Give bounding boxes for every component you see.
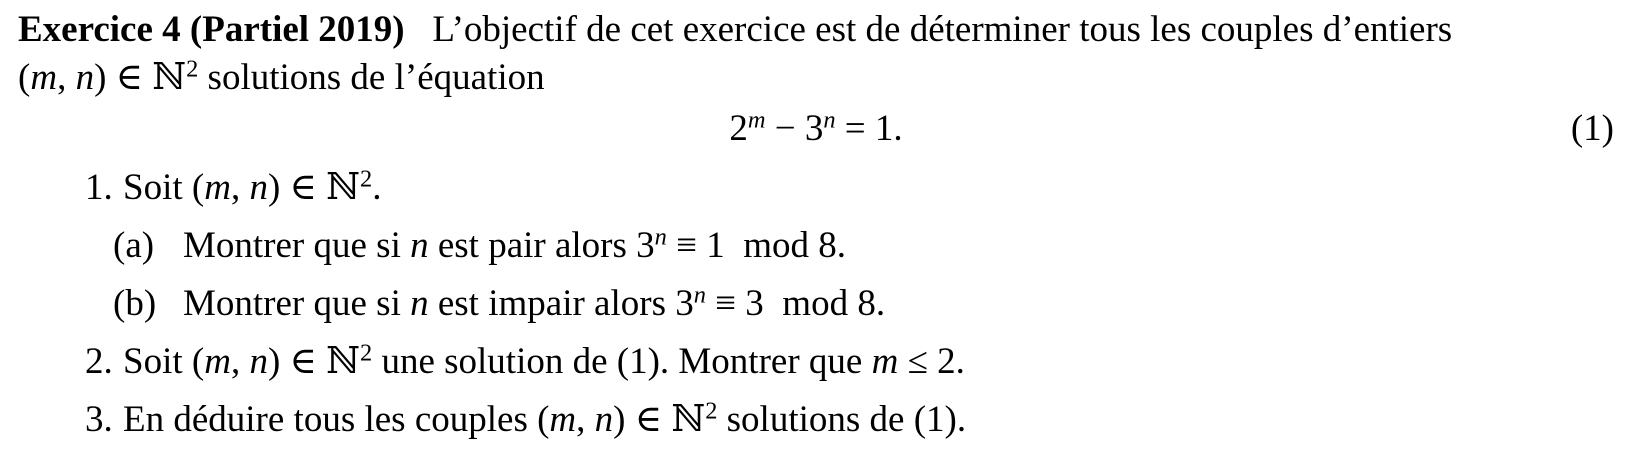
text-segment: n [594,399,614,440]
list-item-label: (b) [113,283,157,324]
text-segment: , [230,341,250,382]
text-segment: n [693,281,706,309]
text-segment: , [230,167,250,208]
list-item-label: (a) [113,225,155,266]
text-segment: , [57,57,76,98]
text-segment: ≡ 3 mod 8. [705,283,886,324]
text-segment: Montrer que si [183,225,411,266]
list-item-1 [18,164,1614,212]
header-line-1 [18,6,1614,54]
text-segment: n [823,106,836,134]
text-segment: n [654,223,667,251]
text-segment: est impair alors 3 [428,283,694,324]
text-segment: n [249,341,268,382]
list-item-text [123,164,381,212]
text-segment: ( [18,57,31,98]
text-segment: ) ∈ ℕ [94,57,187,98]
list-item-1a [18,222,1614,270]
equation [729,108,902,149]
text-segment: L’objectif de cet exercice est de déterminer tous les couples d’entiers [404,9,1453,50]
text-segment: n [410,283,429,324]
list-item-2 [18,338,1614,386]
text-segment: 2 [359,165,373,193]
text-segment: ) ∈ ℕ [267,167,360,208]
text-segment: ) ∈ ℕ [613,399,706,440]
text-segment: n [249,167,268,208]
text-segment: . [372,167,382,208]
list-item-label: 2. [85,341,113,382]
text-segment: m [30,57,58,98]
equation-row [18,104,1614,154]
text-segment: Exercice 4 (Partiel 2019) [18,9,405,50]
text-segment: m [204,341,231,382]
text-segment: solutions de (1). [717,399,967,440]
text-segment: m [747,106,766,134]
text-segment: 2 [359,339,373,367]
text-segment: 2 [705,397,718,425]
equation-number: (1) [1570,108,1614,149]
text-segment: 2 [729,108,748,149]
list-item-text [123,338,965,386]
text-segment: m [871,341,899,382]
list-item-3 [18,396,1614,444]
text-segment: ≡ 1 mod 8. [666,225,847,266]
text-segment: − 3 [765,108,824,149]
text-segment: solutions de l’équation [198,57,545,98]
text-segment: ) ∈ ℕ [267,341,360,382]
text-segment: En déduire tous les couples ( [123,399,550,440]
text-segment: = 1. [835,108,903,149]
list-item-text [183,280,885,328]
text-segment: , [576,399,595,440]
text-segment: n [410,225,429,266]
text-segment: ≤ 2. [898,341,965,382]
list-item-label: 3. [85,399,113,440]
text-segment: est pair alors 3 [428,225,655,266]
text-segment: Soit ( [123,167,205,208]
list-item-text [183,222,846,270]
text-segment: Montrer que si [183,283,411,324]
list-item-text [123,396,966,444]
text-segment: une solution de (1). Montrer que [372,341,872,382]
text-segment: m [549,399,577,440]
text-segment: n [75,57,95,98]
list-item-label: 1. [85,167,113,208]
text-segment: Soit ( [123,341,205,382]
text-segment: 2 [186,55,199,83]
text-segment: m [204,167,231,208]
header-line-2 [18,54,1614,102]
list-item-1b [18,280,1614,328]
